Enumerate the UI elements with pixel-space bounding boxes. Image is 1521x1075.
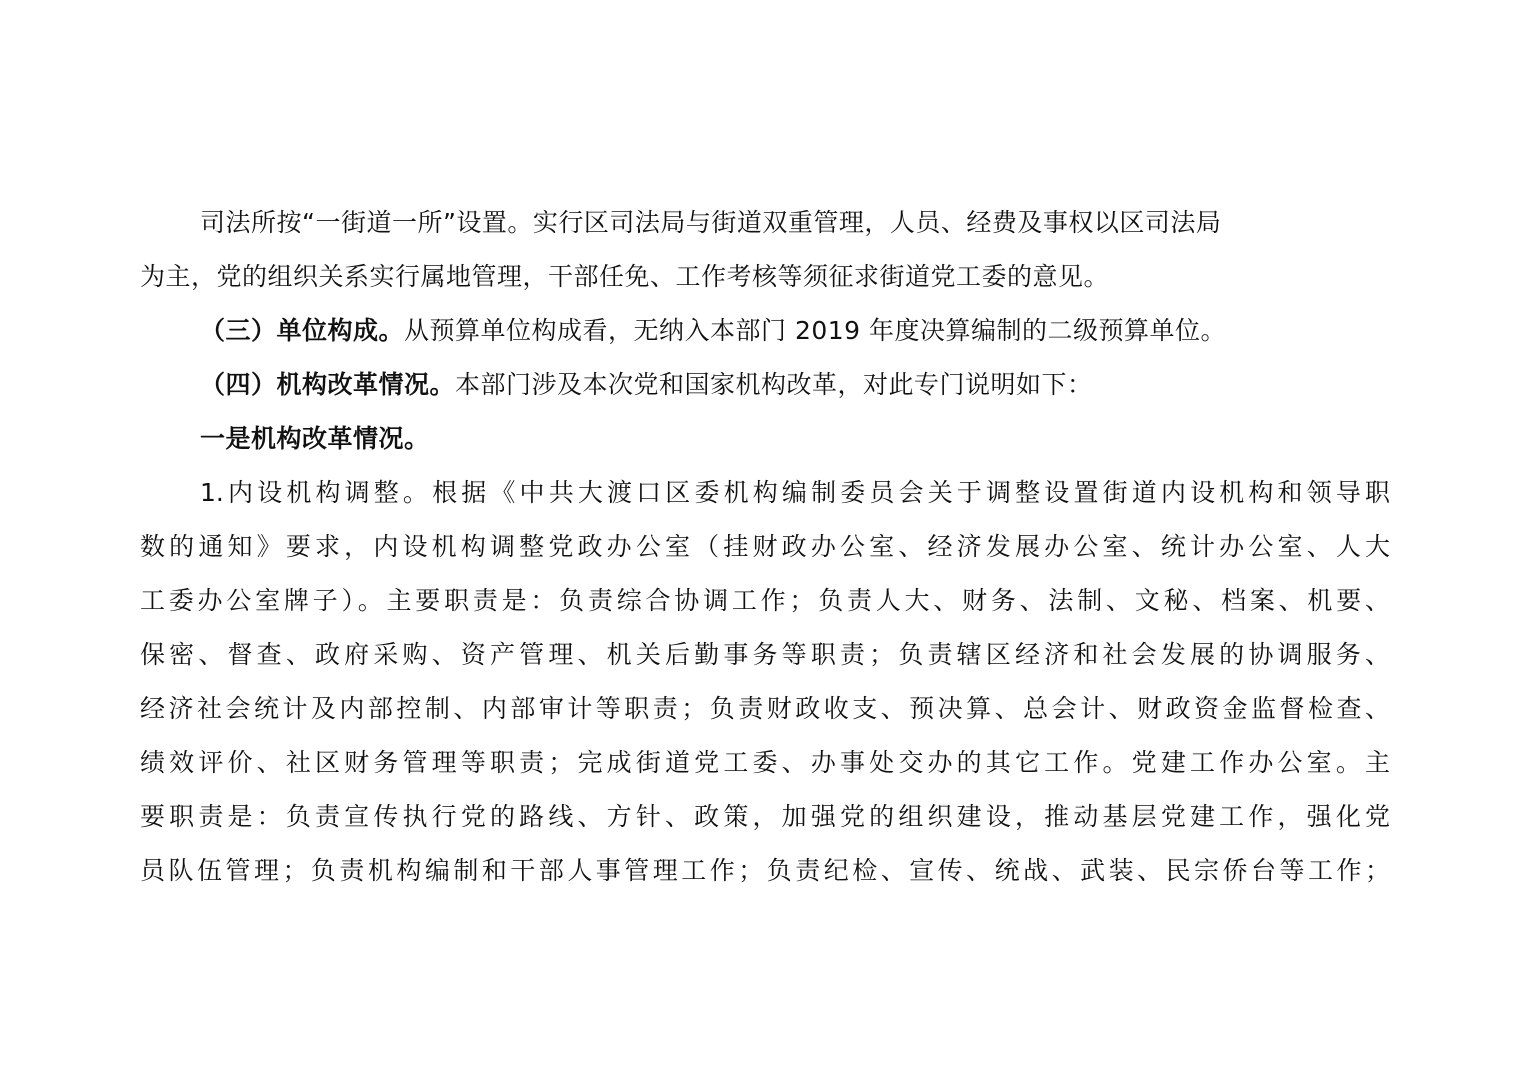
section-unit-composition [140,304,1390,358]
paragraph-line-4: 数的通知》要求，内设机构调整党政办公室（挂财政办公室、经济发展办公室、统计办公室、人大 [140,532,1390,561]
subsection-heading-reform: 一是机构改革情况。 [200,424,430,453]
section-text-institutional-reform: 本部门涉及本次党和国家机构改革，对此专门说明如下： [455,370,1093,399]
document-body [140,196,1390,898]
paragraph-line-10: 员队伍管理；负责机构编制和干部人事管理工作；负责纪检、宣传、统战、武装、民宗侨台等工作； [140,856,1390,885]
paragraph-line-5: 工委办公室牌子）。主要职责是：负责综合协调工作；负责人大、财务、法制、文秘、档案、机要、 [140,586,1390,615]
section-institutional-reform [140,358,1390,412]
paragraph-line-3: 1.内设机构调整。根据《中共大渡口区委机构编制委员会关于调整设置街道内设机构和领导职 [200,478,1390,507]
paragraph-line-8: 绩效评价、社区财务管理等职责；完成街道党工委、办事处交办的其它工作。党建工作办公室。主 [140,748,1390,777]
paragraph-line-1: 司法所按“一街道一所”设置。实行区司法局与街道双重管理，人员、经费及事权以区司法局 [200,208,1222,237]
paragraph-line-9: 要职责是：负责宣传执行党的路线、方针、政策，加强党的组织建设，推动基层党建工作，强化党 [140,802,1390,831]
section-heading-institutional-reform: （四）机构改革情况。 [200,370,456,399]
paragraph-line-7: 经济社会统计及内部控制、内部审计等职责；负责财政收支、预决算、总会计、财政资金监督检查、 [140,694,1390,723]
paragraph-line-6: 保密、督查、政府采购、资产管理、机关后勤事务等职责；负责辖区经济和社会发展的协调服务、 [140,640,1390,669]
section-text-unit-composition: 从预算单位构成看，无纳入本部门 2019 年度决算编制的二级预算单位。 [404,316,1227,345]
section-heading-unit-composition: （三）单位构成。 [200,316,405,345]
paragraph-line-2: 为主，党的组织关系实行属地管理，干部任免、工作考核等须征求街道党工委的意见。 [140,262,1110,291]
